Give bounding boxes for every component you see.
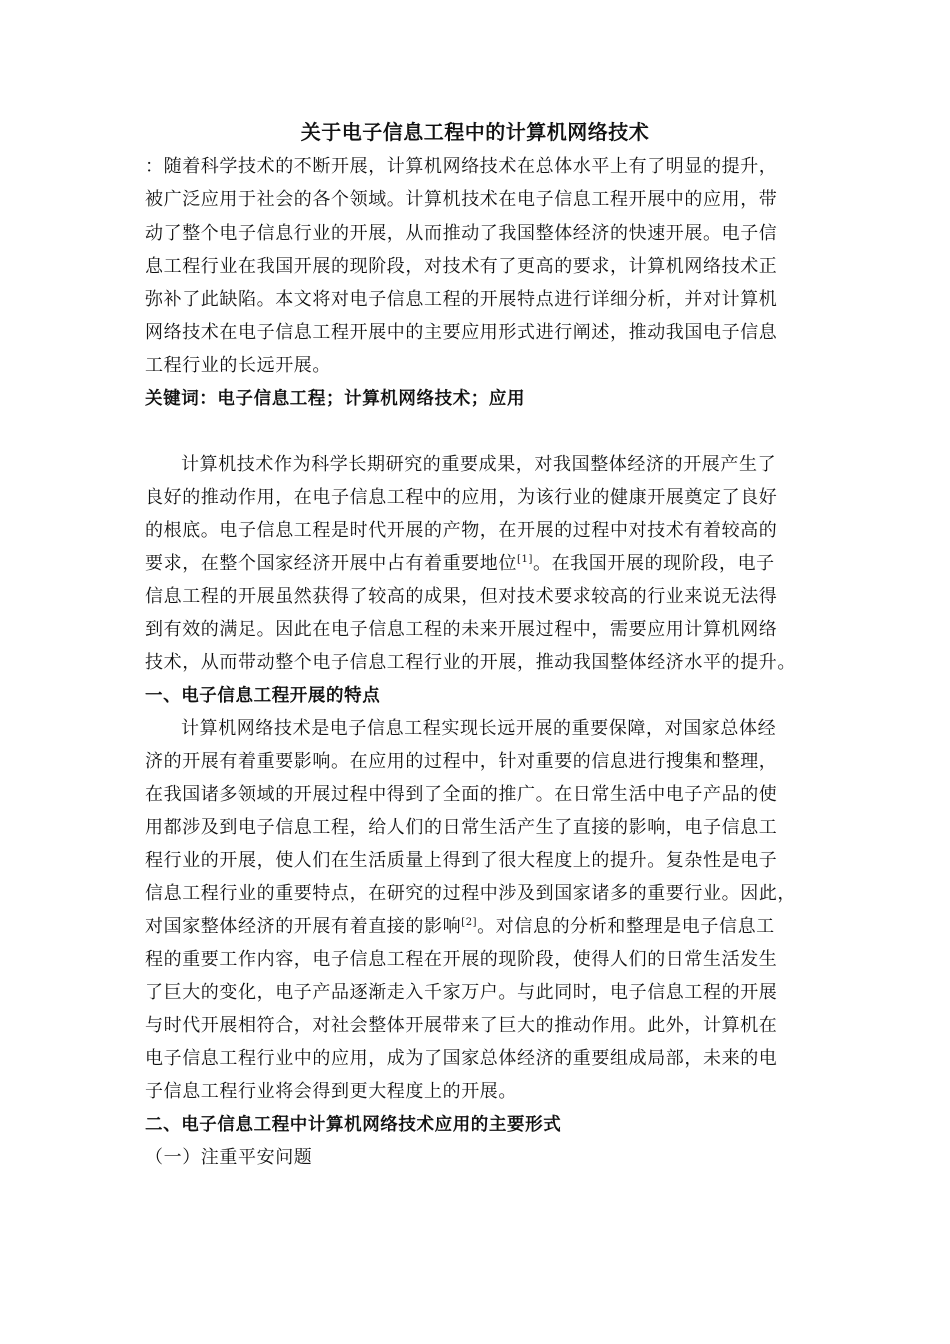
- section1-line: 计算机网络技术是电子信息工程实现长远开展的重要保障，对国家总体经: [181, 718, 777, 739]
- intro-line: 到有效的满足。因此在电子信息工程的未来开展过程中，需要应用计算机网络: [145, 619, 778, 640]
- intro-line-text: 。在我国开展的现阶段，电子: [532, 553, 775, 574]
- section-heading-2: 二、电子信息工程中计算机网络技术应用的主要形式: [145, 1115, 562, 1135]
- section1-line: 用都涉及到电子信息工程，给人们的日常生活产生了直接的影响，电子信息工: [145, 817, 778, 838]
- intro-line: 技术，从而带动整个电子信息工程行业的开展，推动我国整体经济水平的提升。: [145, 652, 796, 673]
- abstract-line: ：随着科学技术的不断开展，计算机网络技术在总体水平上有了明显的提升，: [145, 156, 778, 177]
- section1-line: 电子信息工程行业中的应用，成为了国家总体经济的重要组成局部，未来的电: [145, 1048, 778, 1069]
- section1-line: 程行业的开展，使人们在生活质量上得到了很大程度上的提升。复杂性是电子: [145, 850, 778, 871]
- intro-line: 信息工程的开展虽然获得了较高的成果，但对技术要求较高的行业来说无法得: [145, 586, 778, 607]
- section1-line-text: 对国家整体经济的开展有着直接的影响: [145, 916, 462, 937]
- section1-line: 济的开展有着重要影响。在应用的过程中，针对重要的信息进行搜集和整理，: [145, 751, 778, 772]
- abstract-line: 被广泛应用于社会的各个领域。计算机技术在电子信息工程开展中的应用，带: [145, 189, 778, 210]
- section1-line: 在我国诸多领域的开展过程中得到了全面的推广。在日常生活中电子产品的使: [145, 784, 778, 805]
- section1-line: 程的重要工作内容，电子信息工程在开展的现阶段，使得人们的日常生活发生: [145, 949, 778, 970]
- section1-line: 信息工程行业的重要特点，在研究的过程中涉及到国家诸多的重要行业。因此，: [145, 883, 796, 904]
- abstract-line: 网络技术在电子信息工程开展中的主要应用形式进行阐述，推动我国电子信息: [145, 322, 778, 343]
- intro-line: [145, 548, 815, 580]
- intro-line: 良好的推动作用，在电子信息工程中的应用，为该行业的健康开展奠定了良好: [145, 487, 778, 508]
- abstract-line: 动了整个电子信息行业的开展，从而推动了我国整体经济的快速开展。电子信: [145, 223, 778, 244]
- citation-ref-1: [1]: [517, 554, 533, 565]
- section1-line: 了巨大的变化，电子产品逐渐走入千家万户。与此同时，电子信息工程的开展: [145, 982, 778, 1003]
- keywords: 关键词：电子信息工程；计算机网络技术；应用: [145, 389, 526, 409]
- intro-line: 的根底。电子信息工程是时代开展的产物，在开展的过程中对技术有着较高的: [145, 520, 778, 541]
- document-title: 关于电子信息工程中的计算机网络技术: [300, 120, 650, 144]
- section1-line: 子信息工程行业将会得到更大程度上的开展。: [145, 1081, 517, 1102]
- abstract-line: 工程行业的长远开展。: [145, 355, 331, 376]
- citation-ref-2: [2]: [461, 917, 478, 928]
- abstract-line: 弥补了此缺陷。本文将对电子信息工程的开展特点进行详细分析，并对计算机: [145, 289, 778, 310]
- abstract-line: 息工程行业在我国开展的现阶段，对技术有了更高的要求，计算机网络技术正: [145, 256, 778, 277]
- section1-line: [145, 911, 815, 943]
- section1-line-text: 。对信息的分析和整理是电子信息工: [477, 916, 775, 937]
- section-heading-1: 一、电子信息工程开展的特点: [145, 686, 381, 706]
- subsection-heading: （一）注重平安问题: [145, 1147, 313, 1168]
- intro-line-text: 要求，在整个国家经济开展中占有着重要地位: [145, 553, 517, 574]
- intro-line: 计算机技术作为科学长期研究的重要成果，对我国整体经济的开展产生了: [181, 454, 777, 475]
- section1-line: 与时代开展相符合，对社会整体开展带来了巨大的推动作用。此外，计算机在: [145, 1015, 778, 1036]
